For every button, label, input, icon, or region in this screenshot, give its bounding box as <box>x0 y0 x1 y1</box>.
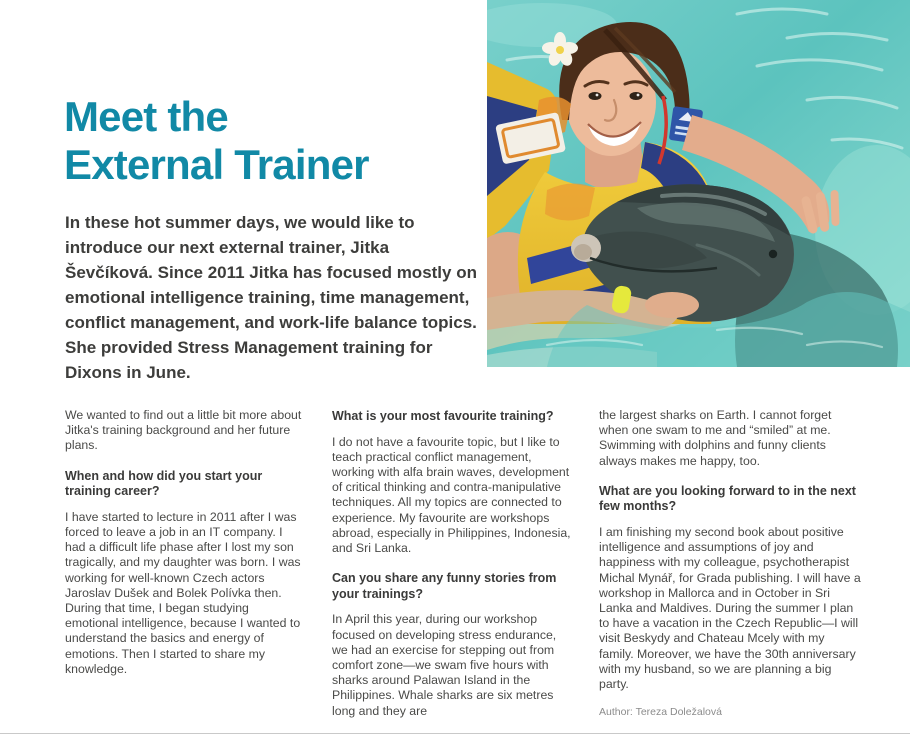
paragraph: We wanted to find out a little bit more about Jitka's training background and her future plans. <box>65 408 302 453</box>
paragraph: I have started to lecture in 2011 after I was forced to leave a job in an IT company. I had a difficult life phase after I lost my son tragically, and my daughter was born. I was working for well-known Czech actors Jaroslav Dušek and Bolek Polívka then. During that time, I began studying emotional intelligence, because I wanted to understand the basics and energy of emotions. Then I started to share my knowledge. <box>65 509 301 676</box>
left-hand <box>645 292 699 318</box>
woman-with-dolphin-photo <box>487 0 910 367</box>
page-bottom-rule <box>0 733 910 734</box>
question-heading: Can you share any funny stories from your trainings? <box>332 571 557 601</box>
question-heading: When and how did you start your training career? <box>65 468 263 499</box>
paragraph: I do not have a favourite topic, but I like to teach practical conflict management, working with alfa brain waves, development of critical thinking and contra-manipulative techniques. All my topics are connected to experience. My favourite are workshops abroad, especially in Philippines, Indonesia, and Sri Lanka. <box>332 434 571 556</box>
paragraph: In April this year, during our workshop focused on developing stress endurance, we had an exercise for stepping out from comfort zone—we swam five hours with sharks around Palawan Island in the Philippines. Whale sharks are six metres long and they are <box>332 612 557 718</box>
question-heading: What is your most favourite training? <box>332 409 554 423</box>
photo-illustration <box>487 0 910 367</box>
column-3 <box>599 408 862 730</box>
column-1 <box>65 408 305 730</box>
paragraph: the largest sharks on Earth. I cannot forget when one swam to me and “smiled” at me. Swimming with dolphins and funny clients always makes me happy, too. <box>599 408 832 468</box>
column-2 <box>332 408 572 730</box>
paragraph: I am finishing my second book about positive intelligence and assumptions of joy and happiness with my colleague, psychotherapist Michal Mynář, for Grada publishing. I will have a workshop in Mallorca and in October in Sri Lanka and Maldives. During the summer I plan to have a vacation in the Czech Republic—I will visit Beskydy and Chateau Mcely with my family. Moreover, we have the 30th anniversary with my husband, so we are planning a big party. <box>599 525 861 692</box>
page-title-line2: External Trainer <box>64 141 369 188</box>
dolphin-eye <box>769 250 777 258</box>
question-heading: What are you looking forward to in the next few months? <box>599 483 856 514</box>
article-columns <box>65 408 862 730</box>
page-title-line1: Meet the <box>64 93 228 140</box>
author-credit: Author: Tereza Doležalová <box>599 706 722 719</box>
page-title <box>64 93 369 189</box>
intro-paragraph: In these hot summer days, we would like to introduce our next external trainer, Jitka Ševčíková. Since 2011 Jitka has focused mostly on emotional intelligence training, time management, conflict management, and work-life balance topics. She provided Stress Management training for Dixons in June. <box>65 213 477 382</box>
